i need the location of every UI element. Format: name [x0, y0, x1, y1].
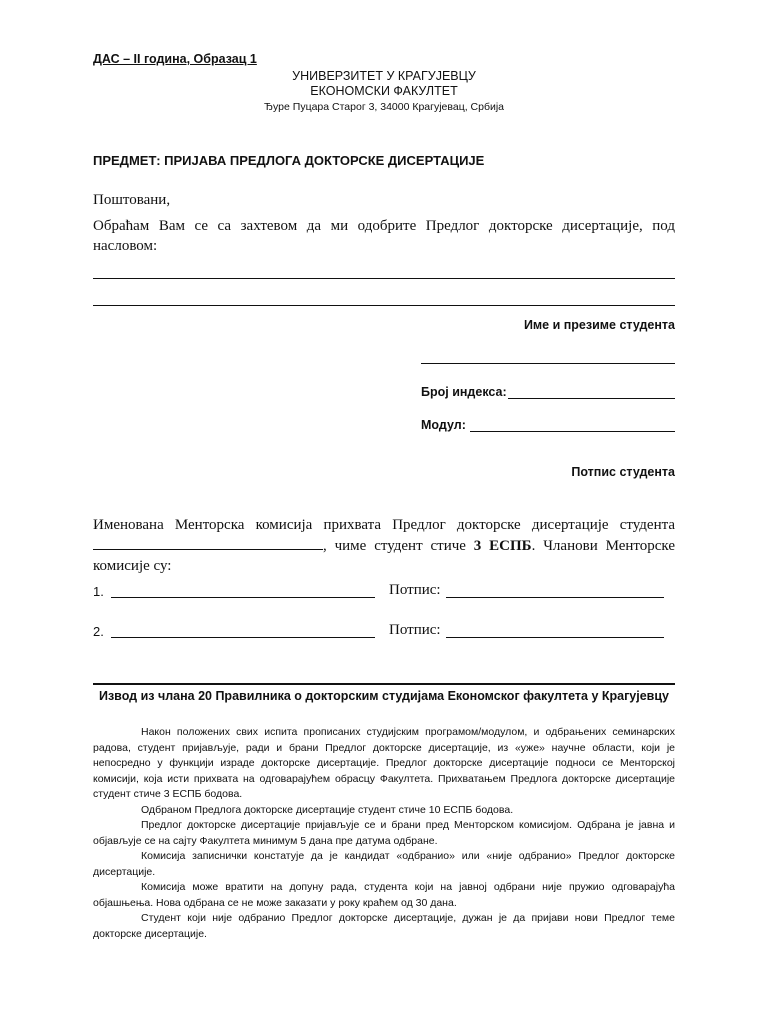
member-sign-label: Потпис:	[389, 622, 441, 638]
rule-paragraph: Комисија записнички констатује да је кандидат «одбранио» или «није одбранио» Предлог докторске дисертације.	[93, 850, 675, 878]
member-number: 1.	[93, 584, 104, 599]
rule-paragraph: Студент који није одбранио Предлог докторске дисертације, дужан је да пријави нови Предлог теме докторске дисертације.	[93, 912, 675, 940]
subject-heading: ПРЕДМЕТ: ПРИЈАВА ПРЕДЛОГА ДОКТОРСКЕ ДИСЕРТАЦИЈЕ	[93, 153, 485, 168]
index-line[interactable]	[508, 398, 675, 399]
excerpt-rules	[93, 725, 675, 942]
faculty-name: ЕКОНОМСКИ ФАКУЛТЕТ	[310, 84, 458, 98]
title-line-2[interactable]	[93, 305, 675, 306]
module-line[interactable]	[470, 431, 675, 432]
committee-member-row	[93, 624, 675, 644]
index-field	[421, 383, 675, 401]
member-name-line[interactable]	[111, 597, 375, 598]
faculty-address: Ђуре Пуцара Старог 3, 34000 Крагујевац, Србија	[263, 101, 505, 113]
committee-member-row	[93, 584, 675, 604]
request-text: Обраћам Вам се са захтевом да ми одобрите Предлог докторске дисертације, под насловом:	[93, 218, 675, 254]
member-sign-line[interactable]	[446, 637, 664, 638]
committee-text-after: . Чланови Менторске комисије су:	[93, 538, 675, 574]
excerpt-title: Извод из члана 20 Правилника о докторским студијама Економског факултета у Крагујевцу	[98, 689, 669, 703]
module-label: Модул:	[421, 418, 466, 432]
member-name-line[interactable]	[111, 637, 375, 638]
module-field	[421, 416, 675, 434]
committee-text-middle: , чиме студент стиче	[323, 538, 474, 554]
form-code: ДАС – II година, Образац 1	[93, 52, 257, 66]
committee-text	[93, 515, 675, 576]
rule-paragraph: Предлог докторске дисертације пријављује се и брани пред Менторском комисијом. Одбрана је јавна и објављује се на сајту Факултета минимум 5 дана пре датума одбране.	[93, 819, 675, 847]
committee-text-before: Именована Менторска комисија прихвата Предлог докторске дисертације студента	[93, 517, 675, 533]
student-signature-label: Потпис студента	[571, 465, 675, 479]
member-sign-label: Потпис:	[389, 582, 441, 598]
title-line-1[interactable]	[93, 278, 675, 279]
rule-paragraph: Одбраном Предлога докторске дисертације студент стиче 10 ЕСПБ бодова.	[141, 803, 514, 816]
section-divider	[93, 683, 675, 685]
student-blank-line[interactable]	[93, 535, 323, 550]
rule-paragraph: Након положених свих испита прописаних студијским програмом/модулом, и одбрањених семинарских радова, студент пријављује, ради и брани Предлог докторске дисертације, из «уже» научне области, који је непосредно у функцији израде докторске дисертације. Предлог докторске дисертације подноси се Менторској комисији, која исти прихвата на одговарајућем обрасцу Факултета. Прихватањем Предлога докторске дисертације студент стиче 3 ЕСПБ бодова.	[93, 726, 675, 800]
student-name-label: Име и презиме студента	[523, 318, 675, 332]
member-number: 2.	[93, 624, 104, 639]
university-name: УНИВЕРЗИТЕТ У КРАГУЈЕВЦУ	[292, 69, 476, 83]
student-name-line[interactable]	[421, 363, 675, 364]
index-label: Број индекса:	[421, 385, 507, 399]
credits: 3 ЕСПБ	[473, 538, 532, 554]
rule-paragraph: Комисија може вратити на допуну рада, студента који на јавној одбрани није пружио одговарајућа објашњења. Нова одбрана се не може заказати у року краћем од 30 дана.	[93, 881, 675, 909]
greeting: Поштовани,	[93, 192, 171, 208]
member-sign-line[interactable]	[446, 597, 664, 598]
